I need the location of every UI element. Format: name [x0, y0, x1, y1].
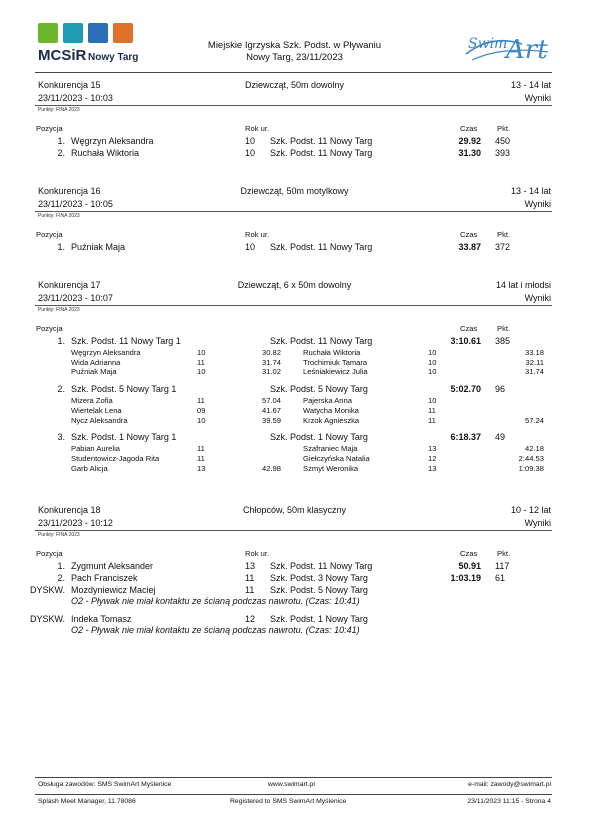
result-time: 3:10.61	[450, 336, 481, 346]
event-title: Dziewcząt, 50m dowolny	[244, 80, 345, 90]
event-divider	[35, 305, 552, 306]
relay-swimmer-name: Wida Adrianna	[71, 357, 121, 367]
col-header-time: Czas	[460, 230, 478, 239]
footer-registered: Registered to SMS SwimArt Myślenice	[230, 798, 347, 805]
relay-swimmer-year: 11	[428, 415, 436, 425]
footer-divider-top	[35, 777, 552, 778]
fina-points: 96	[495, 384, 506, 395]
birth-year: 10	[245, 242, 256, 252]
col-header-points: Pkt.	[497, 230, 511, 239]
relay-swimmer-year: 11	[197, 396, 205, 406]
result-position: 1.	[57, 561, 65, 571]
svg-text:Art: Art	[506, 35, 548, 65]
relay-swimmer-year: 11	[197, 444, 205, 454]
fina-points: 393	[495, 148, 511, 158]
col-header-points: Pkt.	[497, 324, 511, 333]
footer-service: Obsługa zawodów: SMS SwimArt Myślenice	[38, 781, 172, 788]
relay-swimmer-year: 13	[428, 444, 437, 454]
relay-swimmer-year: 10	[428, 367, 437, 377]
relay-swimmer-name: Mizera Zofia	[71, 396, 113, 406]
event-number: Konkurencja 16	[38, 186, 101, 196]
relay-split-time: 2:44.53	[518, 453, 544, 463]
fina-points: 61	[495, 573, 506, 583]
relay-swimmer-name: Ruchała Wiktoria	[303, 348, 361, 357]
result-position: DYSKW.	[29, 614, 65, 624]
relay-swimmer-name: Węgrzyn Aleksandra	[71, 348, 141, 357]
event-number: Konkurencja 15	[38, 80, 101, 90]
relay-swimmer-year: 10	[197, 348, 206, 357]
event-divider	[35, 211, 552, 212]
event-age-group: 13 - 14 lat	[510, 80, 551, 90]
relay-swimmer-name: Nycz Aleksandra	[71, 415, 128, 425]
event-divider	[35, 105, 552, 106]
col-header-time: Czas	[460, 124, 478, 133]
dq-reason: O2 - Pływak nie miał kontaktu ze ścianą podczas nawrotu. (Czas: 10:41)	[71, 596, 360, 606]
club-name: Szk. Podst. 11 Nowy Targ	[270, 242, 373, 252]
relay-swimmer-name: Szafraniec Maja	[303, 444, 358, 454]
relay-swimmer-year: 13	[197, 463, 206, 473]
result-position: 2.	[57, 148, 65, 158]
result-position: DYSKW.	[29, 585, 65, 595]
club-name: Szk. Podst. 1 Nowy Targ	[270, 614, 368, 624]
relay-swimmer-year: 10	[428, 396, 437, 406]
col-header-position: Pozycja	[36, 549, 63, 558]
club-name: Szk. Podst. 11 Nowy Targ	[270, 336, 373, 346]
org-name: MCSiR	[38, 47, 87, 64]
swimmer-name: Pach Franciszek	[71, 573, 138, 583]
points-standard: Punkty: FINA 2023	[38, 213, 80, 219]
birth-year: 10	[245, 136, 256, 146]
points-standard: Punkty: FINA 2023	[38, 107, 80, 113]
event-age-group: 10 - 12 lat	[510, 505, 551, 515]
points-standard: Punkty: FINA 2023	[38, 532, 80, 538]
result-position: 1.	[57, 242, 65, 252]
relay-swimmer-name: Garb Alicja	[71, 463, 108, 473]
event-datetime: 23/11/2023 - 10:03	[38, 93, 113, 103]
relay-swimmer-year: 12	[428, 453, 437, 463]
relay-split-time: 57.04	[261, 396, 281, 406]
footer-website[interactable]: www.swimart.pl	[268, 781, 315, 788]
relay-swimmer-name: Studentowicz-Jagoda Rita	[71, 453, 160, 463]
relay-swimmer-year: 11	[428, 405, 436, 415]
org-subname: Nowy Targ	[88, 52, 139, 63]
result-time: 29.92	[458, 136, 481, 146]
relay-swimmer-name: Szmyt Weronika	[303, 463, 359, 473]
swimmer-name: Mozdyniewicz Maciej	[71, 585, 156, 595]
col-header-position: Pozycja	[36, 230, 63, 239]
result-position: 1.	[57, 336, 65, 346]
birth-year: 13	[245, 561, 256, 571]
col-header-year: Rok ur.	[245, 124, 270, 133]
result-time: 31.30	[458, 148, 481, 158]
relay-split-time: 1:09.38	[518, 463, 544, 473]
relay-split-time: 33.18	[524, 348, 544, 357]
club-name: Szk. Podst. 11 Nowy Targ	[270, 148, 373, 158]
points-standard: Punkty: FINA 2023	[38, 307, 80, 313]
birth-year: 12	[245, 614, 256, 624]
result-time: 5:02.70	[450, 384, 481, 395]
relay-split-time: 32.11	[525, 357, 544, 367]
result-position: 2.	[57, 384, 65, 395]
relay-swimmer-year: 11	[197, 453, 205, 463]
footer-email[interactable]: e-mail: zawody@swimart.pl	[468, 781, 551, 788]
relay-split-time: 57.24	[524, 415, 544, 425]
relay-swimmer-name: Pajerska Anna	[303, 396, 352, 406]
relay-split-time: 42.98	[261, 463, 281, 473]
col-header-year: Rok ur.	[245, 230, 270, 239]
relay-team-name: Szk. Podst. 11 Nowy Targ 1	[71, 336, 181, 346]
event-title: Chłopców, 50m klasyczny	[242, 505, 347, 515]
birth-year: 11	[245, 573, 255, 583]
col-header-position: Pozycja	[36, 124, 63, 133]
result-position: 2.	[57, 573, 65, 583]
results-label: Wyniki	[524, 293, 551, 303]
event-title: Dziewcząt, 6 x 50m dowolny	[237, 280, 352, 290]
relay-swimmer-name: Leśniakiewicz Julia	[303, 367, 368, 377]
swimart-logo-icon	[462, 14, 554, 66]
relay-split-time: 42.18	[524, 444, 544, 454]
relay-swimmer-year: 10	[428, 348, 437, 357]
relay-split-time: 39.59	[261, 415, 281, 425]
relay-split-time: 30.82	[261, 348, 281, 357]
relay-team-name: Szk. Podst. 5 Nowy Targ 1	[71, 384, 177, 395]
club-name: Szk. Podst. 5 Nowy Targ	[270, 384, 368, 395]
col-header-time: Czas	[460, 549, 478, 558]
relay-split-time: 41.67	[261, 405, 281, 415]
relay-split-time: 31.74	[524, 367, 544, 377]
relay-team-name: Szk. Podst. 1 Nowy Targ 1	[71, 432, 177, 443]
relay-swimmer-name: Giełczyńska Natalia	[303, 453, 370, 463]
event-datetime: 23/11/2023 - 10:05	[38, 199, 113, 209]
swimmer-name: Puźniak Maja	[71, 242, 126, 252]
swimmer-name: Zygmunt Aleksander	[71, 561, 154, 571]
relay-split-time: 31.74	[261, 357, 281, 367]
club-name: Szk. Podst. 5 Nowy Targ	[270, 585, 368, 595]
col-header-points: Pkt.	[497, 549, 511, 558]
club-name: Szk. Podst. 11 Nowy Targ	[270, 561, 373, 571]
fina-points: 117	[495, 561, 510, 571]
relay-swimmer-year: 10	[197, 415, 206, 425]
event-number: Konkurencja 17	[38, 280, 101, 290]
swimmer-name: Ruchała Wiktoria	[71, 148, 140, 158]
relay-swimmer-name: Puźniak Maja	[71, 367, 117, 377]
result-position: 3.	[57, 432, 65, 443]
birth-year: 11	[245, 585, 255, 595]
event-datetime: 23/11/2023 - 10:07	[38, 293, 113, 303]
svg-text:Swim: Swim	[468, 36, 508, 52]
relay-swimmer-year: 10	[428, 357, 437, 367]
birth-year: 10	[245, 148, 256, 158]
result-time: 6:18.37	[450, 432, 481, 443]
event-datetime: 23/11/2023 - 10:12	[38, 518, 113, 528]
relay-swimmer-year: 09	[197, 405, 206, 415]
dq-reason: O2 - Pływak nie miał kontaktu ze ścianą podczas nawrotu. (Czas: 10:41)	[71, 625, 360, 635]
meet-title: Miejskie Igrzyska Szk. Podst. w Pływaniu	[207, 40, 382, 51]
event-age-group: 14 lat i młodsi	[495, 280, 551, 290]
footer-divider-bottom	[35, 794, 552, 795]
club-name: Szk. Podst. 11 Nowy Targ	[270, 136, 373, 146]
results-label: Wyniki	[524, 518, 551, 528]
footer-page: 23/11/2023 11:15 - Strona 4	[467, 798, 551, 805]
event-age-group: 13 - 14 lat	[510, 186, 551, 196]
col-header-points: Pkt.	[497, 124, 511, 133]
result-time: 50.91	[458, 561, 481, 571]
relay-swimmer-name: Watycha Monika	[303, 405, 359, 415]
footer-software: Splash Meet Manager, 11.78086	[38, 798, 136, 805]
col-header-time: Czas	[460, 324, 478, 333]
relay-swimmer-name: Pabian Aurelia	[71, 444, 120, 454]
event-number: Konkurencja 18	[38, 505, 101, 515]
swimmer-name: Węgrzyn Aleksandra	[71, 136, 154, 146]
header-divider	[35, 72, 552, 73]
event-title: Dziewcząt, 50m motylkowy	[240, 186, 349, 196]
relay-swimmer-name: Wiertelak Lena	[71, 405, 122, 415]
swimmer-name: Indeka Tomasz	[71, 614, 132, 624]
relay-swimmer-name: Krzok Agnieszka	[303, 415, 360, 425]
results-label: Wyniki	[524, 199, 551, 209]
result-time: 1:03.19	[450, 573, 481, 583]
club-name: Szk. Podst. 1 Nowy Targ	[270, 432, 368, 443]
fina-points: 49	[495, 432, 506, 443]
event-divider	[35, 530, 552, 531]
fina-points: 385	[495, 336, 511, 346]
col-header-position: Pozycja	[36, 324, 63, 333]
relay-swimmer-year: 13	[428, 463, 437, 473]
relay-swimmer-name: Trochimiuk Tamara	[303, 357, 368, 367]
fina-points: 372	[495, 242, 511, 252]
results-label: Wyniki	[524, 93, 551, 103]
relay-swimmer-year: 10	[197, 367, 206, 377]
result-time: 33.87	[458, 242, 481, 252]
result-position: 1.	[57, 136, 65, 146]
relay-swimmer-year: 11	[197, 357, 205, 367]
col-header-year: Rok ur.	[245, 549, 270, 558]
relay-split-time: 31.02	[261, 367, 281, 377]
fina-points: 450	[495, 136, 511, 146]
club-name: Szk. Podst. 3 Nowy Targ	[270, 573, 368, 583]
meet-subtitle: Nowy Targ, 23/11/2023	[246, 52, 343, 63]
